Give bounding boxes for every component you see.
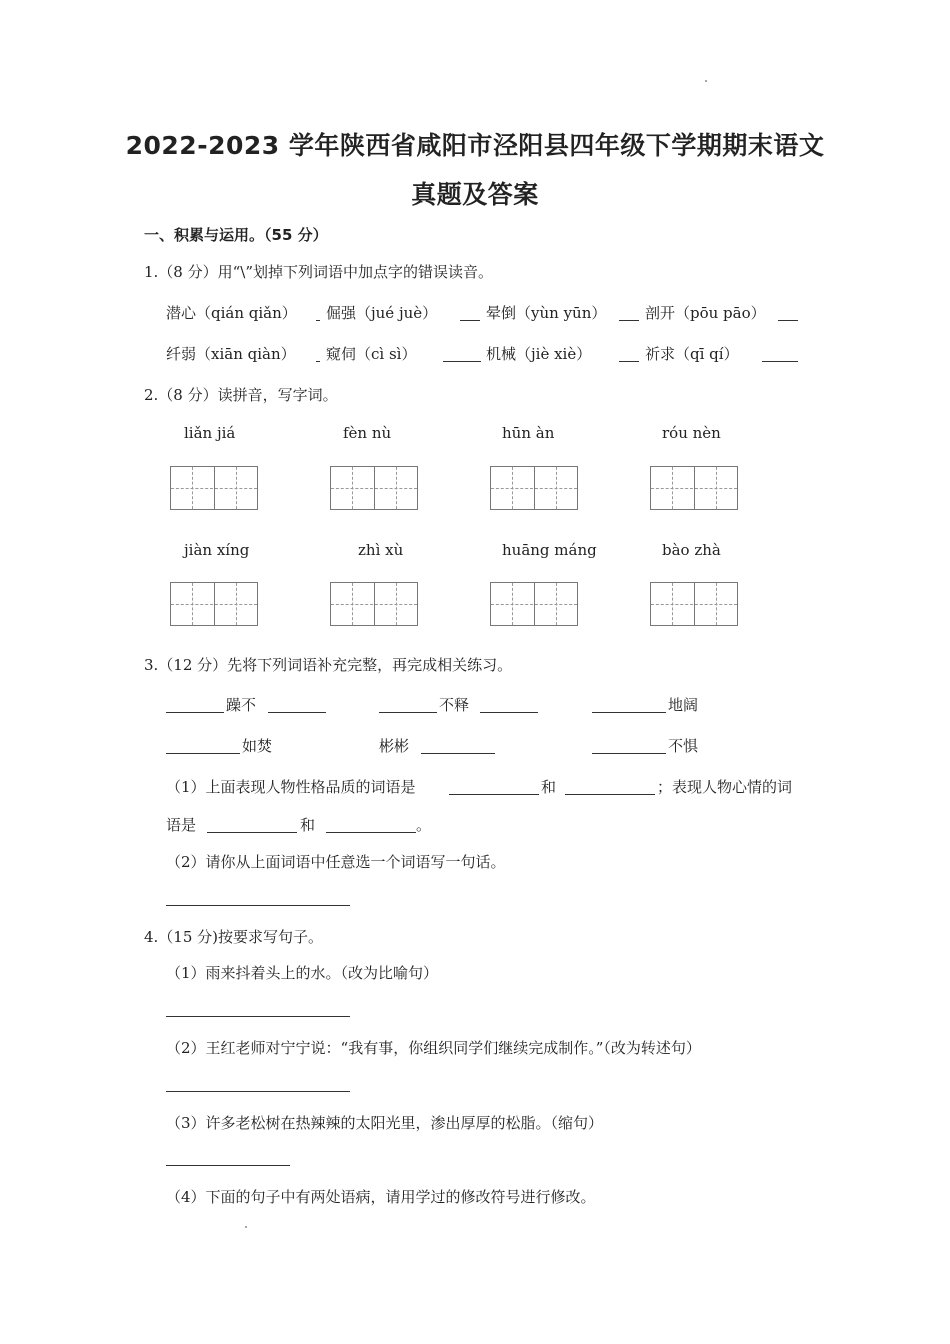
- idiom-part: 彬彬: [379, 737, 410, 755]
- q3-sub1-and: 和: [300, 816, 316, 834]
- pinyin-label: jiàn xíng: [184, 541, 250, 559]
- idiom-part: 不释: [439, 696, 470, 714]
- pinyin-label: bào zhà: [662, 541, 721, 559]
- answer-blank[interactable]: [778, 320, 798, 321]
- answer-blank[interactable]: [166, 712, 224, 713]
- answer-line[interactable]: [166, 1091, 350, 1092]
- q3-sub1-text: （1）上面表现人物性格品质的词语是: [166, 778, 416, 796]
- answer-blank[interactable]: [443, 361, 481, 362]
- tianzige-box[interactable]: [170, 582, 258, 626]
- q1-item: 倔强（jué juè）: [326, 304, 438, 322]
- tianzige-box[interactable]: [170, 466, 258, 510]
- pinyin-label: hūn àn: [502, 424, 555, 442]
- q3-sub1-text: ；表现人物心情的词: [657, 778, 793, 796]
- page-title-line1: 2022-2023 学年陕西省咸阳市泾阳县四年级下学期期末语文: [125, 131, 825, 160]
- idiom-part: 地阔: [668, 696, 699, 714]
- answer-blank[interactable]: [619, 361, 639, 362]
- answer-blank[interactable]: [619, 320, 639, 321]
- answer-blank[interactable]: [592, 753, 666, 754]
- answer-blank[interactable]: [316, 361, 320, 362]
- scan-dot: [705, 80, 707, 82]
- q3-sub1-and: 和: [541, 778, 557, 796]
- answer-blank[interactable]: [316, 320, 320, 321]
- answer-blank[interactable]: [326, 832, 416, 833]
- q1-item: 纤弱（xiān qiàn）: [166, 345, 296, 363]
- scan-dot: [245, 1226, 247, 1228]
- answer-blank[interactable]: [268, 712, 326, 713]
- q2-stem: 2.（8 分）读拼音，写字词。: [144, 386, 338, 404]
- q3-sub1-text: 语是: [166, 816, 197, 834]
- q3-sub2: （2）请你从上面词语中任意选一个词语写一句话。: [166, 853, 506, 871]
- q4-sub: （2）王红老师对宁宁说：“我有事，你组织同学们继续完成制作。”（改为转述句）: [166, 1039, 701, 1057]
- q1-stem: 1.（8 分）用“\”划掉下列词语中加点字的错误读音。: [144, 263, 494, 281]
- answer-blank[interactable]: [379, 712, 437, 713]
- pinyin-label: róu nèn: [662, 424, 721, 442]
- q1-item: 窥伺（cì sì）: [326, 345, 417, 363]
- answer-line[interactable]: [166, 1016, 350, 1017]
- q1-item: 剖开（pōu pāo）: [645, 304, 766, 322]
- tianzige-box[interactable]: [330, 582, 418, 626]
- tianzige-box[interactable]: [650, 582, 738, 626]
- idiom-part: 躁不: [226, 696, 257, 714]
- pinyin-label: fèn nù: [343, 424, 392, 442]
- q1-item: 潜心（qián qiǎn）: [166, 304, 297, 322]
- answer-blank[interactable]: [460, 320, 480, 321]
- answer-blank[interactable]: [762, 361, 798, 362]
- answer-blank[interactable]: [207, 832, 297, 833]
- q4-sub: （1）雨来抖着头上的水。（改为比喻句）: [166, 964, 439, 982]
- pinyin-label: huāng máng: [502, 541, 597, 559]
- tianzige-box[interactable]: [490, 582, 578, 626]
- answer-blank[interactable]: [565, 794, 655, 795]
- pinyin-label: liǎn jiá: [184, 424, 236, 442]
- tianzige-box[interactable]: [490, 466, 578, 510]
- tianzige-box[interactable]: [330, 466, 418, 510]
- q1-item: 机械（jiè xiè）: [486, 345, 592, 363]
- answer-blank[interactable]: [449, 794, 539, 795]
- q3-sub1-end: 。: [416, 816, 432, 834]
- answer-line[interactable]: [166, 1165, 290, 1166]
- answer-line[interactable]: [166, 905, 350, 906]
- answer-blank[interactable]: [480, 712, 538, 713]
- q3-stem: 3.（12 分）先将下列词语补充完整，再完成相关练习。: [144, 656, 513, 674]
- pinyin-label: zhì xù: [358, 541, 404, 559]
- answer-blank[interactable]: [166, 753, 240, 754]
- q1-item: 晕倒（yùn yūn）: [486, 304, 607, 322]
- answer-blank[interactable]: [592, 712, 666, 713]
- q4-sub: （3）许多老松树在热辣辣的太阳光里，渗出厚厚的松脂。（缩句）: [166, 1114, 604, 1132]
- answer-blank[interactable]: [421, 753, 495, 754]
- q1-item: 祈求（qī qí）: [645, 345, 739, 363]
- idiom-part: 如焚: [242, 737, 273, 755]
- idiom-part: 不惧: [668, 737, 699, 755]
- tianzige-box[interactable]: [650, 466, 738, 510]
- q4-sub: （4）下面的句子中有两处语病，请用学过的修改符号进行修改。: [166, 1188, 596, 1206]
- q4-stem: 4.（15 分)按要求写句子。: [144, 928, 324, 946]
- section-heading: 一、积累与运用。（55 分）: [144, 226, 328, 244]
- page-title-line2: 真题及答案: [411, 180, 539, 209]
